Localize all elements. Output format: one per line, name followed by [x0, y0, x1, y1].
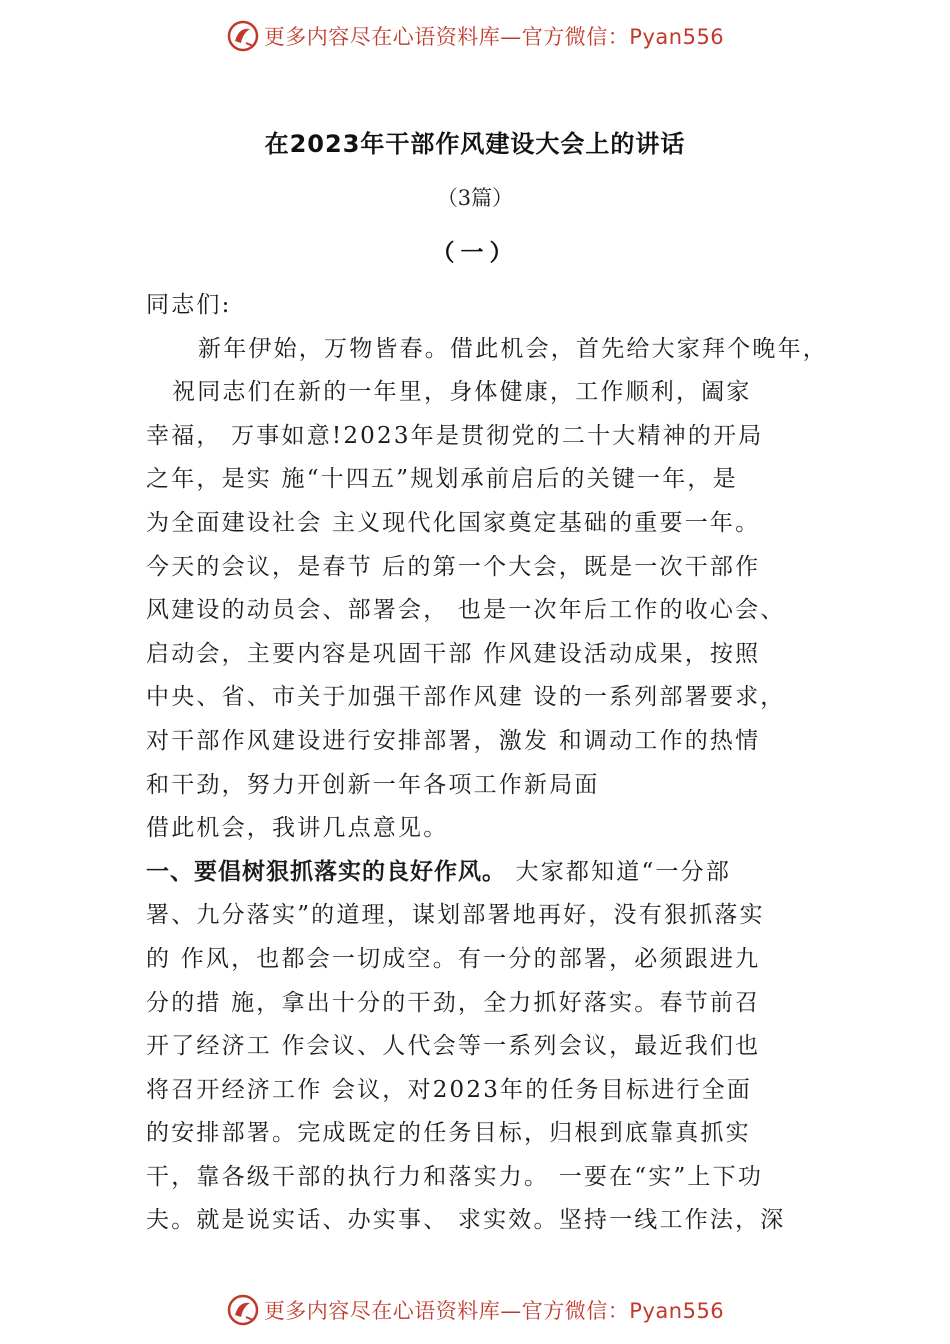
- paragraph-line: 分的措 施，拿出十分的干劲，全力抓好落实。春节前召: [146, 989, 761, 1016]
- paragraph-line: 祝同志们在新的一年里，身体健康，工作顺利，阖家: [172, 379, 752, 406]
- paragraph-line: 的 作风，也都会一切成空。有一分的部署，必须跟进九: [146, 945, 761, 972]
- section-heading: 一、要倡树狠抓落实的良好作风。: [146, 858, 506, 885]
- banner-text: 更多内容尽在心语资料库—官方微信：Pyan556: [263, 1299, 725, 1323]
- paragraph-line: 和干劲，努力开创新一年各项工作新局面: [146, 771, 600, 798]
- paragraph-line: 将召开经济工作 会议，对2023年的任务目标进行全面: [146, 1076, 753, 1103]
- paragraph-line: 为全面建设社会 主义现代化国家奠定基础的重要一年。: [146, 509, 761, 536]
- logo-icon: [226, 19, 260, 53]
- paragraph-line: 借此机会，我讲几点意见。: [146, 815, 449, 842]
- section-text: 大家都知道“一分部: [506, 858, 732, 885]
- paragraph-line: 今天的会议，是春节 后的第一个大会，既是一次干部作: [146, 553, 761, 580]
- paragraph-line: 干，靠各级干部的执行力和落实力。 一要在“实”上下功: [146, 1163, 764, 1190]
- paragraph-line: 幸福， 万事如意!2023年是贯彻党的二十大精神的开局: [146, 422, 764, 449]
- banner-text: 更多内容尽在心语资料库—官方微信：Pyan556: [263, 25, 725, 49]
- salutation: 同志们:: [146, 292, 232, 318]
- paragraph-line: 风建设的动员会、部署会， 也是一次年后工作的收心会、: [146, 597, 786, 624]
- paragraph-line: 启动会，主要内容是巩固干部 作风建设活动成果，按照: [146, 640, 761, 667]
- paragraph-line: 新年伊始，万物皆春。借此机会，首先给大家拜个晚年，: [198, 335, 828, 362]
- section-heading-line: [146, 851, 836, 895]
- header-watermark-banner: [0, 14, 950, 58]
- paragraph-line: 开了经济工 作会议、人代会等一系列会议，最近我们也: [146, 1033, 761, 1060]
- paragraph-line: 之年，是实 施“十四五”规划承前启后的关键一年，是: [146, 466, 738, 493]
- part-number: （一）: [431, 240, 519, 266]
- paragraph-line: 署、九分落实”的道理，谋划部署地再好，没有狠抓落实: [146, 902, 765, 929]
- logo-icon: [226, 1293, 260, 1327]
- paragraph-line: 中央、省、市关于加强干部作风建 设的一系列部署要求，: [146, 684, 786, 711]
- document-title: 在2023年干部作风建设大会上的讲话: [264, 130, 686, 158]
- paragraph-line: 夫。就是说实话、办实事、 求实效。坚持一线工作法，深: [146, 1207, 786, 1234]
- paragraph-line: 的安排部署。完成既定的任务目标，归根到底靠真抓实: [146, 1120, 751, 1147]
- paragraph-line: 对干部作风建设进行安排部署，激发 和调动工作的热情: [146, 727, 761, 754]
- footer-watermark-banner: [0, 1288, 950, 1332]
- document-body: [146, 284, 836, 1243]
- document-subtitle: （3篇）: [436, 186, 514, 210]
